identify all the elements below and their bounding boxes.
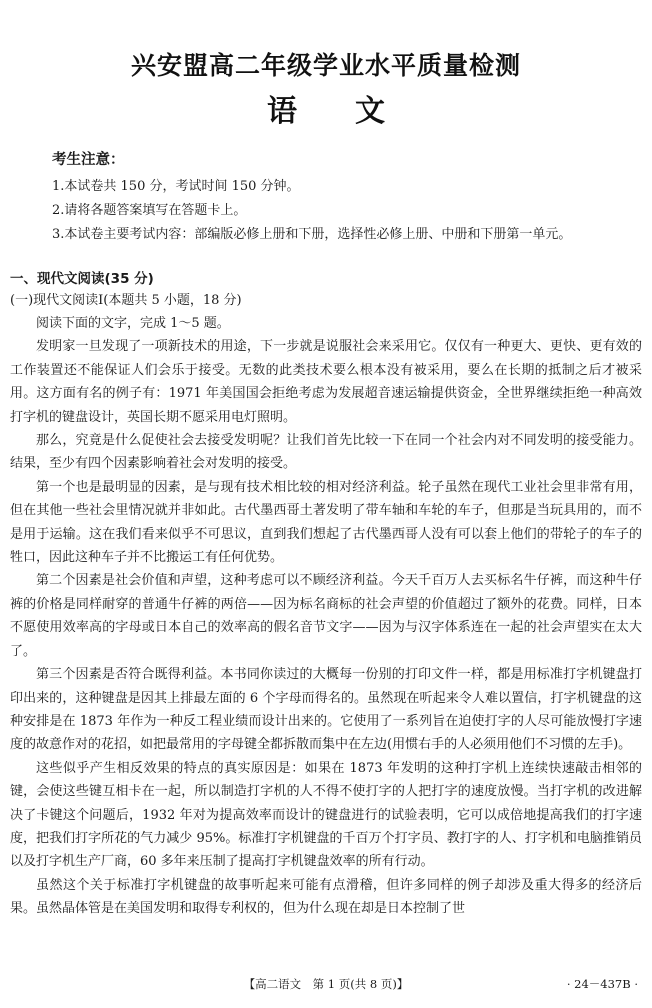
reading-section xyxy=(10,268,642,921)
page-footer xyxy=(0,976,652,996)
notice-item: 3.本试卷主要考试内容：部编版必修上册和下册，选择性必修上册、中册和下册第一单元。 xyxy=(52,227,572,242)
passage-paragraph: 这些似乎产生相反效果的特点的真实原因是：如果在 1873 年发明的这种打字机上连续快速敲击相邻的键，会使这些键互相卡在一起，所以制造打字机的人不得不使打字的人把打字的速度放慢。当打字机的改进解决了卡键这个问题后，1932 年对为提高效率而设计的键盘进行的试验表明，它可以成倍地提高我们的打字速度，把我们打字所花的气力减少 95%。标准打字机键盘的千百万个打字员、教打字的人、打字机和电脑推销员以及打字机生产厂商，60 多年来压制了提高打字机键盘效率的所有行动。 xyxy=(10,760,642,870)
passage-paragraph: 那么，究竟是什么促使社会去接受发明呢？让我们首先比较一下在同一个社会内对不同发明的接受能力。结果，至少有四个因素影响着社会对发明的接受。 xyxy=(10,433,642,472)
exam-code: · 24－437B · xyxy=(566,977,638,991)
passage-paragraph: 第二个因素是社会价值和声望，这种考虑可以不顾经济利益。今天千百万人去买标名牛仔裤，而这种牛仔裤的价格是同样耐穿的普通牛仔裤的两倍——因为标名商标的社会声望的价值超过了额外的花费。同样，日本不愿使用效率高的字母或日本自己的效率高的假名音节文字——因为与汉字体系连在一起的社会声望实在太大了。 xyxy=(10,573,642,659)
passage-paragraph: 第一个也是最明显的因素，是与现有技术相比较的相对经济利益。轮子虽然在现代工业社会里非常有用，但在其他一些社会里情况就并非如此。古代墨西哥土著发明了带车轴和车轮的车子，但那是当玩具用的，而不是用于运输。这在我们看来似乎不可思议，直到我们想起了古代墨西哥人没有可以套上他们的带轮子的车子的牲口，因此这种车子并不比搬运工有任何优势。 xyxy=(10,479,642,566)
page-number-label: 【高二语文 第 1 页(共 8 页)】 xyxy=(243,977,409,991)
candidate-notice xyxy=(52,148,632,247)
notice-item: 2.请将各题答案填写在答题卡上。 xyxy=(52,203,247,218)
exam-title: 兴安盟高二年级学业水平质量检测 xyxy=(130,51,521,80)
passage-paragraph: 第三个因素是否符合既得利益。本书同你读过的大概每一份别的打印文件一样，都是用标准打字机键盘打印出来的，这种键盘是因其上排最左面的 6 个字母而得名的。虽然现在听起来令人难以置信，打字机键盘的这种安排是在 1873 年作为一种反工程业绩而设计出来的。它使用了一系列旨在迫使打字的人尽可能放慢打字速度的故意作对的花招，如把最常用的字母键全都拆散而集中在左边(用惯右手的人必须用他们不习惯的左手)。 xyxy=(10,667,642,753)
passage-paragraph: 虽然这个关于标准打字机键盘的故事听起来可能有点滑稽，但许多同样的例子却涉及重大得多的经济后果。虽然晶体管是在美国发明和取得专利权的，但为什么现在却是日本控制了世 xyxy=(10,877,642,917)
reading-instruction: 阅读下面的文字，完成 1～5 题。 xyxy=(36,316,230,331)
passage-paragraph: 发明家一旦发现了一项新技术的用途，下一步就是说服社会来采用它。仅仅有一种更大、更快、更有效的工作装置还不能保证人们会乐于接受。无数的此类技术要么根本没有被采用，要么在长期的抵制之后才被采用。这方面有名的例子有：1971 年美国国会拒绝考虑为发展超音速运输提供资金，全世界继续拒绝一种高效打字机的键盘设计，英国长期不愿采用电灯照明。 xyxy=(10,339,642,425)
section-subheading: (一)现代文阅读Ⅰ(本题共 5 小题，18 分) xyxy=(10,293,242,308)
section-heading: 一、现代文阅读(35 分) xyxy=(10,271,154,287)
subject-title: 语文 xyxy=(267,94,443,129)
notice-title: 考生注意： xyxy=(52,152,125,168)
notice-item: 1.本试卷共 150 分，考试时间 150 分钟。 xyxy=(52,179,300,194)
